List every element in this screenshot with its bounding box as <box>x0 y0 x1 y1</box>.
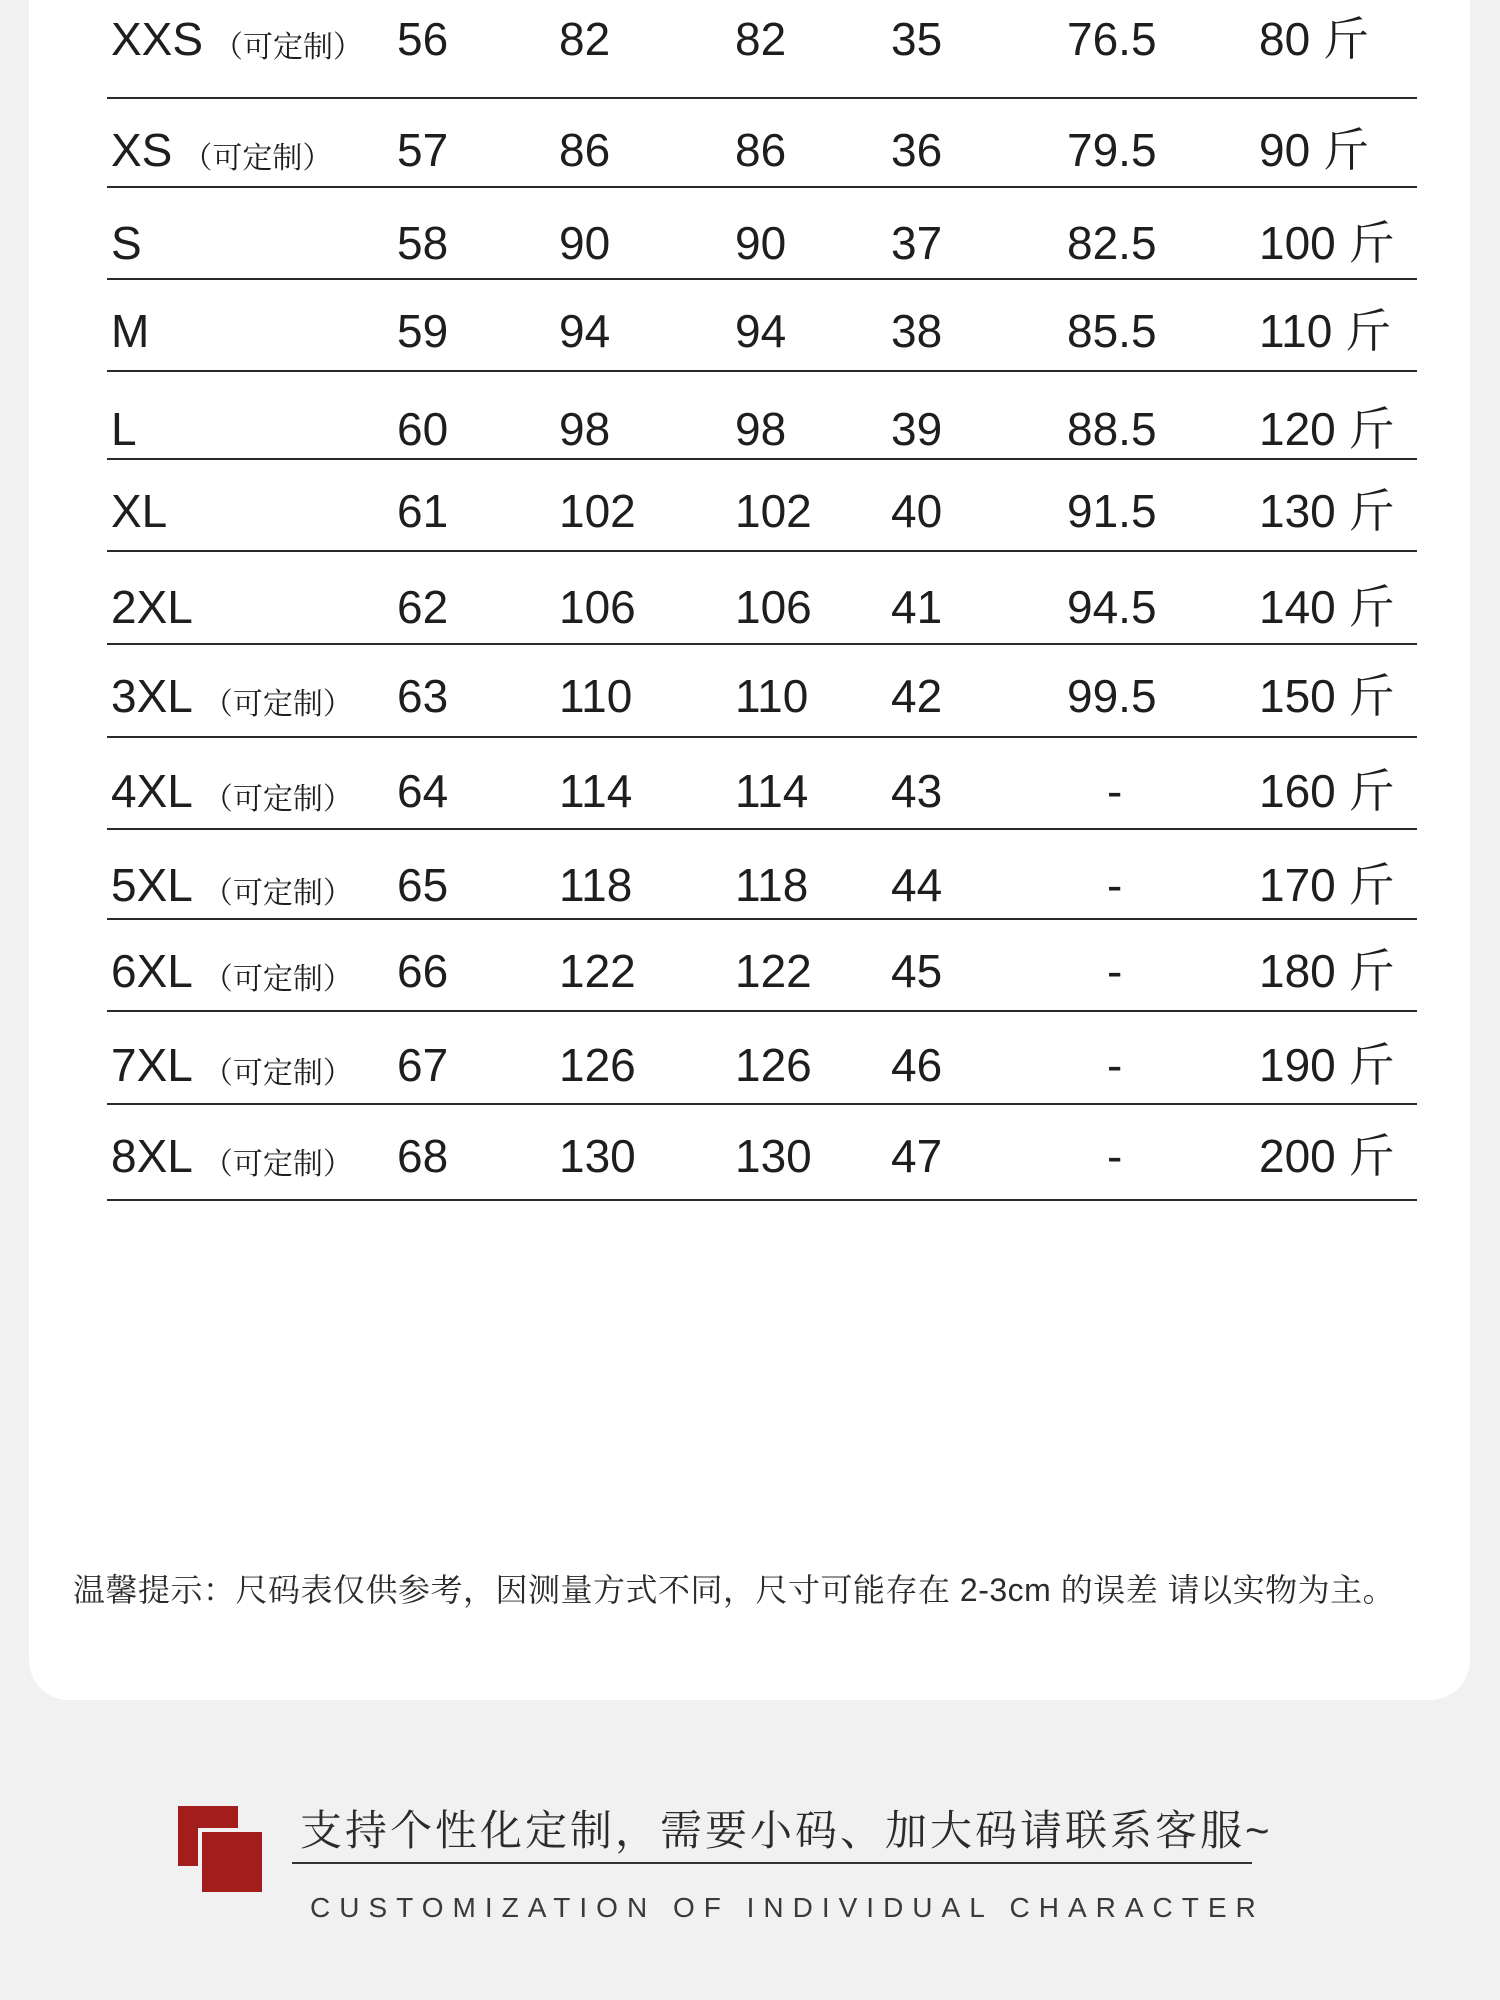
table-cell-c4: 46 <box>891 1039 943 1091</box>
table-cell-c3: 110 <box>735 670 809 722</box>
table-cell-c1: 66 <box>397 945 449 997</box>
table-cell-c6: 130 斤 <box>1259 485 1395 537</box>
table-row <box>107 643 1417 738</box>
custom-note: （可定制） <box>202 963 353 996</box>
size-label <box>111 670 353 722</box>
table-cell-c4: 45 <box>891 945 943 997</box>
table-cell-c2: 86 <box>559 124 611 176</box>
table-cell-c3: 98 <box>735 403 787 455</box>
size-code: 7XL <box>111 1039 193 1091</box>
table-cell-c2: 106 <box>559 581 636 633</box>
table-cell-c3: 106 <box>735 581 812 633</box>
size-code: 3XL <box>111 670 193 722</box>
table-row <box>107 0 1417 99</box>
size-label <box>111 765 353 817</box>
table-cell-c5: - <box>1107 1130 1123 1182</box>
table-cell-c2: 130 <box>559 1130 636 1182</box>
table-cell-c2: 110 <box>559 670 633 722</box>
table-cell-c1: 65 <box>397 859 449 911</box>
table-cell-c6: 170 斤 <box>1259 859 1395 911</box>
footer-banner <box>0 1780 1500 2000</box>
table-cell-c6: 190 斤 <box>1259 1039 1395 1091</box>
size-chart-card <box>29 0 1470 1700</box>
table-cell-c3: 122 <box>735 945 812 997</box>
table-cell-c1: 67 <box>397 1039 449 1091</box>
size-label <box>111 305 150 357</box>
table-cell-c3: 130 <box>735 1130 812 1182</box>
size-label <box>111 403 137 455</box>
table-cell-c6: 90 斤 <box>1259 124 1369 176</box>
custom-note: （可定制） <box>202 688 353 721</box>
size-label <box>111 859 353 911</box>
table-cell-c2: 90 <box>559 217 611 269</box>
size-label <box>111 581 193 633</box>
table-cell-c4: 43 <box>891 765 943 817</box>
table-cell-c2: 94 <box>559 305 611 357</box>
table-cell-c6: 150 斤 <box>1259 670 1395 722</box>
table-cell-c1: 57 <box>397 124 449 176</box>
table-row <box>107 918 1417 1012</box>
table-cell-c4: 47 <box>891 1130 943 1182</box>
table-cell-c3: 94 <box>735 305 787 357</box>
table-cell-c5: - <box>1107 859 1123 911</box>
size-label <box>111 13 364 65</box>
table-cell-c1: 60 <box>397 403 449 455</box>
table-cell-c3: 102 <box>735 485 812 537</box>
table-cell-c6: 180 斤 <box>1259 945 1395 997</box>
table-cell-c5: - <box>1107 765 1123 817</box>
table-cell-c6: 120 斤 <box>1259 403 1395 455</box>
size-label <box>111 945 353 997</box>
custom-note: （可定制） <box>213 31 364 64</box>
table-cell-c4: 41 <box>891 581 943 633</box>
custom-note: （可定制） <box>202 1057 353 1090</box>
table-cell-c5: 99.5 <box>1067 670 1157 722</box>
table-cell-c4: 39 <box>891 403 943 455</box>
table-cell-c3: 114 <box>735 765 809 817</box>
table-cell-c1: 56 <box>397 13 449 65</box>
custom-note: （可定制） <box>202 877 353 910</box>
logo-squares-icon <box>178 1806 270 1898</box>
table-cell-c1: 59 <box>397 305 449 357</box>
table-cell-c5: 76.5 <box>1067 13 1157 65</box>
size-label <box>111 217 142 269</box>
table-cell-c4: 36 <box>891 124 943 176</box>
size-code: S <box>111 217 142 269</box>
table-cell-c4: 44 <box>891 859 943 911</box>
table-cell-c4: 38 <box>891 305 943 357</box>
table-cell-c6: 200 斤 <box>1259 1130 1395 1182</box>
table-cell-c6: 160 斤 <box>1259 765 1395 817</box>
table-cell-c6: 80 斤 <box>1259 13 1369 65</box>
size-code: 8XL <box>111 1130 193 1182</box>
table-cell-c2: 126 <box>559 1039 636 1091</box>
table-cell-c5: 79.5 <box>1067 124 1157 176</box>
table-cell-c4: 42 <box>891 670 943 722</box>
table-cell-c6: 100 斤 <box>1259 217 1395 269</box>
table-cell-c1: 63 <box>397 670 449 722</box>
table-row <box>107 828 1417 920</box>
table-cell-c4: 37 <box>891 217 943 269</box>
size-code: 5XL <box>111 859 193 911</box>
size-code: 2XL <box>111 581 193 633</box>
footer-divider <box>292 1862 1252 1864</box>
size-code: XS <box>111 124 173 176</box>
table-cell-c2: 114 <box>559 765 633 817</box>
size-label <box>111 1039 353 1091</box>
table-cell-c5: 91.5 <box>1067 485 1157 537</box>
table-cell-c5: 85.5 <box>1067 305 1157 357</box>
table-cell-c6: 140 斤 <box>1259 581 1395 633</box>
table-cell-c3: 90 <box>735 217 787 269</box>
size-code: M <box>111 305 150 357</box>
table-row <box>107 97 1417 188</box>
size-code: XL <box>111 485 168 537</box>
table-row <box>107 278 1417 372</box>
table-cell-c1: 58 <box>397 217 449 269</box>
table-row <box>107 1010 1417 1105</box>
table-cell-c2: 98 <box>559 403 611 455</box>
table-row <box>107 1103 1417 1201</box>
size-label <box>111 124 333 176</box>
size-code: 6XL <box>111 945 193 997</box>
custom-note: （可定制） <box>202 1148 353 1181</box>
table-row <box>107 550 1417 645</box>
table-cell-c4: 35 <box>891 13 943 65</box>
table-cell-c1: 62 <box>397 581 449 633</box>
custom-note: （可定制） <box>202 783 353 816</box>
table-cell-c5: 88.5 <box>1067 403 1157 455</box>
table-cell-c2: 118 <box>559 859 633 911</box>
size-tip-text: 温馨提示：尺码表仅供参考，因测量方式不同，尺寸可能存在 2-3cm 的误差 请以实物为主。 <box>73 1572 1396 1608</box>
size-label <box>111 1130 353 1182</box>
table-cell-c2: 122 <box>559 945 636 997</box>
table-cell-c6: 110 斤 <box>1259 305 1392 357</box>
size-label <box>111 485 168 537</box>
custom-note: （可定制） <box>182 142 333 175</box>
table-row <box>107 370 1417 460</box>
table-cell-c5: 82.5 <box>1067 217 1157 269</box>
table-cell-c4: 40 <box>891 485 943 537</box>
table-cell-c1: 68 <box>397 1130 449 1182</box>
table-cell-c5: - <box>1107 1039 1123 1091</box>
table-cell-c2: 82 <box>559 13 611 65</box>
table-row <box>107 458 1417 552</box>
footer-slogan: 支持个性化定制，需要小码、加大码请联系客服~ <box>300 1807 1273 1854</box>
size-code: 4XL <box>111 765 193 817</box>
footer-tagline: CUSTOMIZATION OF INDIVIDUAL CHARACTER <box>310 1892 1265 1923</box>
table-cell-c3: 118 <box>735 859 809 911</box>
size-code: L <box>111 403 137 455</box>
table-row <box>107 736 1417 830</box>
table-cell-c1: 64 <box>397 765 449 817</box>
table-cell-c1: 61 <box>397 485 449 537</box>
table-cell-c3: 82 <box>735 13 787 65</box>
logo-square-front <box>202 1832 262 1892</box>
table-row <box>107 186 1417 280</box>
table-cell-c3: 86 <box>735 124 787 176</box>
table-cell-c5: - <box>1107 945 1123 997</box>
table-cell-c5: 94.5 <box>1067 581 1157 633</box>
table-cell-c2: 102 <box>559 485 636 537</box>
table-cell-c3: 126 <box>735 1039 812 1091</box>
size-code: XXS <box>111 13 204 65</box>
